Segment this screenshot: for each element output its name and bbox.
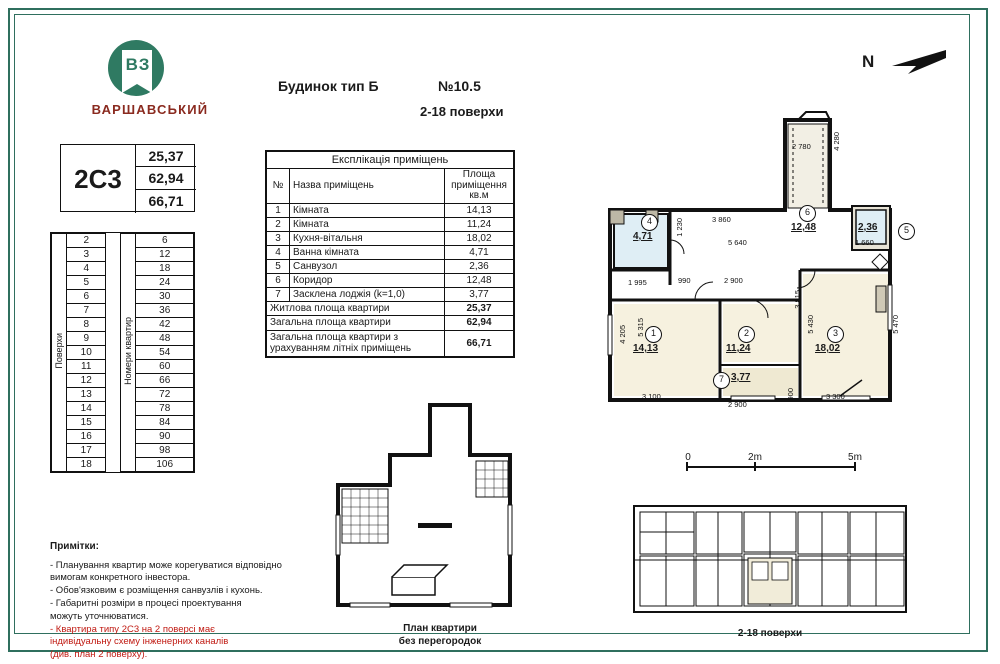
room-name: Ванна кімната (290, 245, 445, 259)
total-area: 25,37 (445, 301, 514, 316)
room-name: Коридор (290, 273, 445, 287)
room-area-4: 4,71 (633, 231, 653, 242)
scale-bar (686, 452, 866, 476)
notes-block (50, 540, 320, 662)
scale-tick-1 (754, 462, 756, 471)
floors-range-title: 2-18 поверхи (420, 104, 504, 119)
room-area-5: 2,36 (858, 222, 878, 233)
apartment-number: 30 (136, 290, 194, 304)
room-area: 2,36 (445, 259, 514, 273)
room-index: 3 (267, 231, 290, 245)
table-row (267, 273, 514, 287)
apartment-number: 84 (136, 416, 194, 430)
apartment-number: 42 (136, 318, 194, 332)
total-area: 62,94 (445, 316, 514, 331)
note-line: вимогам конкретного інвестора. (50, 572, 191, 584)
area-total: 62,94 (136, 167, 196, 189)
dim-5315: 5 315 (636, 318, 645, 337)
dim-4205: 4 205 (618, 325, 627, 344)
table-row (267, 217, 514, 231)
floor-number: 13 (67, 388, 106, 402)
free-plan-caption-line1: План квартири (403, 623, 477, 634)
total-label: Житлова площа квартири (267, 301, 445, 316)
scale-tick-2 (854, 462, 856, 471)
floor-number: 18 (67, 458, 106, 472)
compass-arrow-icon (886, 48, 950, 78)
room-area: 4,71 (445, 245, 514, 259)
exposition-header-name: Назва приміщень (290, 169, 445, 204)
free-plan-caption-line2: без перегородок (398, 636, 482, 647)
dim-3300: 3 300 (826, 392, 845, 401)
total-label: Загальна площа квартири з урахуванням літніх приміщень (267, 330, 445, 356)
table-row (267, 203, 514, 217)
room-name: Засклена лоджія (k=1,0) (290, 287, 445, 301)
floors-apartments-table (50, 232, 195, 473)
table-row (267, 287, 514, 301)
compass (862, 48, 952, 84)
apartment-number: 78 (136, 402, 194, 416)
apartment-type-box (60, 144, 195, 212)
notes-title: Примітки: (50, 541, 99, 552)
room-area-3: 18,02 (815, 343, 841, 354)
floors-col-label: Поверхи (52, 234, 67, 472)
room-area: 14,13 (445, 203, 514, 217)
floor-number: 7 (67, 304, 106, 318)
dim-2780: 2 780 (792, 142, 811, 151)
room-marker-1: 1 (645, 326, 662, 343)
exposition-header-num: № (267, 169, 290, 204)
room-marker-4: 4 (641, 214, 658, 231)
room-index: 6 (267, 273, 290, 287)
dim-3815: 3 815 (793, 290, 802, 309)
logo-brand-name: ВАРШАВСЬКИЙ (91, 102, 209, 117)
note-line: можуть уточнюватися. (50, 610, 149, 622)
room-marker-6: 6 (799, 205, 816, 222)
floor-number: 11 (67, 360, 106, 374)
apartment-number: 90 (136, 430, 194, 444)
floor-number: 3 (67, 248, 106, 262)
scale-tick-0 (686, 462, 688, 471)
apartment-number: 12 (136, 248, 194, 262)
floor-number: 2 (67, 234, 106, 248)
room-index: 4 (267, 245, 290, 259)
apartment-number: 72 (136, 388, 194, 402)
apartment-plan-drawing (600, 110, 910, 430)
floor-number: 6 (67, 290, 106, 304)
area-living: 25,37 (136, 145, 196, 167)
exposition-table (265, 150, 515, 358)
scale-label-2: 5m (848, 452, 862, 463)
dim-2900a: 2 900 (724, 276, 743, 285)
apartment-number: 60 (136, 360, 194, 374)
floor-number: 15 (67, 416, 106, 430)
dim-2900b: 2 900 (728, 400, 747, 409)
dim-5640: 5 640 (728, 238, 747, 247)
floor-number: 17 (67, 444, 106, 458)
dim-900: 900 (786, 388, 795, 401)
area-total-with-summer: 66,71 (148, 192, 184, 209)
note-line-highlight: (див. план 2 поверху). (50, 649, 148, 661)
table-row (267, 245, 514, 259)
table-row (52, 234, 194, 248)
room-index: 2 (267, 217, 290, 231)
note-line: - Обов'язковим є розміщення санвузлів і кухонь. (50, 585, 263, 597)
total-area: 66,71 (445, 330, 514, 356)
apartment-number: 6 (136, 234, 194, 248)
dim-4280: 4 280 (832, 132, 841, 151)
apartment-number: 24 (136, 276, 194, 290)
table-row-total (267, 301, 514, 316)
dim-1995: 1 995 (628, 278, 647, 287)
table-row-total (267, 316, 514, 331)
exposition-caption: Експлікація приміщень (267, 152, 514, 169)
floor-number: 8 (67, 318, 106, 332)
dim-1230: 1 230 (675, 218, 684, 237)
room-marker-2: 2 (738, 326, 755, 343)
dim-1660: 1 660 (855, 238, 874, 247)
table-row-total (267, 330, 514, 356)
total-label: Загальна площа квартири (267, 316, 445, 331)
floor-number: 5 (67, 276, 106, 290)
floor-plan-caption: 2-18 поверхи (737, 628, 803, 639)
exposition-header-area: Площа приміщення кв.м (445, 169, 514, 204)
developer-logo (60, 40, 240, 128)
dim-990: 990 (678, 276, 691, 285)
compass-north-label: N (862, 52, 875, 71)
apartment-number: 18 (136, 262, 194, 276)
logo-pole-icon (119, 50, 122, 90)
room-area-7: 3,77 (731, 372, 751, 383)
room-marker-7: 7 (713, 372, 730, 389)
typical-floor-plan-drawing (630, 500, 910, 620)
note-line: - Габаритні розміри в процесі проектування (50, 597, 242, 609)
apartments-col-label: Номери квартир (121, 234, 136, 472)
room-area: 18,02 (445, 231, 514, 245)
free-plan-drawing (330, 395, 550, 615)
floor-number: 10 (67, 346, 106, 360)
apartment-number: 48 (136, 332, 194, 346)
floor-number: 16 (67, 430, 106, 444)
room-name: Санвузол (290, 259, 445, 273)
note-line: - Планування квартир може корегуватися відповідно (50, 559, 282, 571)
floor-number: 4 (67, 262, 106, 276)
dim-5470: 5 470 (891, 315, 900, 334)
floor-number: 12 (67, 374, 106, 388)
room-name: Кімната (290, 203, 445, 217)
scale-label-1: 2m (748, 452, 762, 463)
floor-number: 9 (67, 332, 106, 346)
room-area: 3,77 (445, 287, 514, 301)
room-index: 1 (267, 203, 290, 217)
free-plan-caption (330, 622, 550, 648)
apartment-number: 54 (136, 346, 194, 360)
room-area-1: 14,13 (633, 343, 659, 354)
room-area: 11,24 (445, 217, 514, 231)
apartment-type-code: 2С3 (74, 163, 122, 194)
room-marker-5: 5 (898, 223, 915, 240)
dim-3100: 3 100 (642, 392, 661, 401)
apartment-number: 98 (136, 444, 194, 458)
room-index: 5 (267, 259, 290, 273)
apartment-number: 106 (136, 458, 194, 472)
apartment-plan (600, 110, 910, 430)
building-type-title: Будинок тип Б (278, 78, 379, 94)
dim-5430: 5 430 (806, 315, 815, 334)
scale-bar-line (686, 466, 856, 468)
note-line-highlight: індивідуальну схему інженерних каналів (50, 636, 229, 648)
building-number: №10.5 (438, 78, 481, 94)
apartment-number: 36 (136, 304, 194, 318)
room-area-6: 12,48 (791, 222, 817, 233)
room-marker-3: 3 (827, 326, 844, 343)
room-area-2: 11,24 (726, 343, 751, 354)
note-line-highlight: - Квартира типу 2С3 на 2 поверсі має (50, 623, 215, 635)
apartment-type-areas (135, 145, 196, 213)
room-name: Кімната (290, 217, 445, 231)
logo-letters: ВЗ (125, 55, 151, 74)
table-row (267, 231, 514, 245)
dim-3860: 3 860 (712, 215, 731, 224)
room-area: 12,48 (445, 273, 514, 287)
table-row (267, 259, 514, 273)
room-index: 7 (267, 287, 290, 301)
floor-number: 14 (67, 402, 106, 416)
scale-label-0: 0 (685, 452, 691, 463)
apartment-number: 66 (136, 374, 194, 388)
room-name: Кухня-вітальня (290, 231, 445, 245)
